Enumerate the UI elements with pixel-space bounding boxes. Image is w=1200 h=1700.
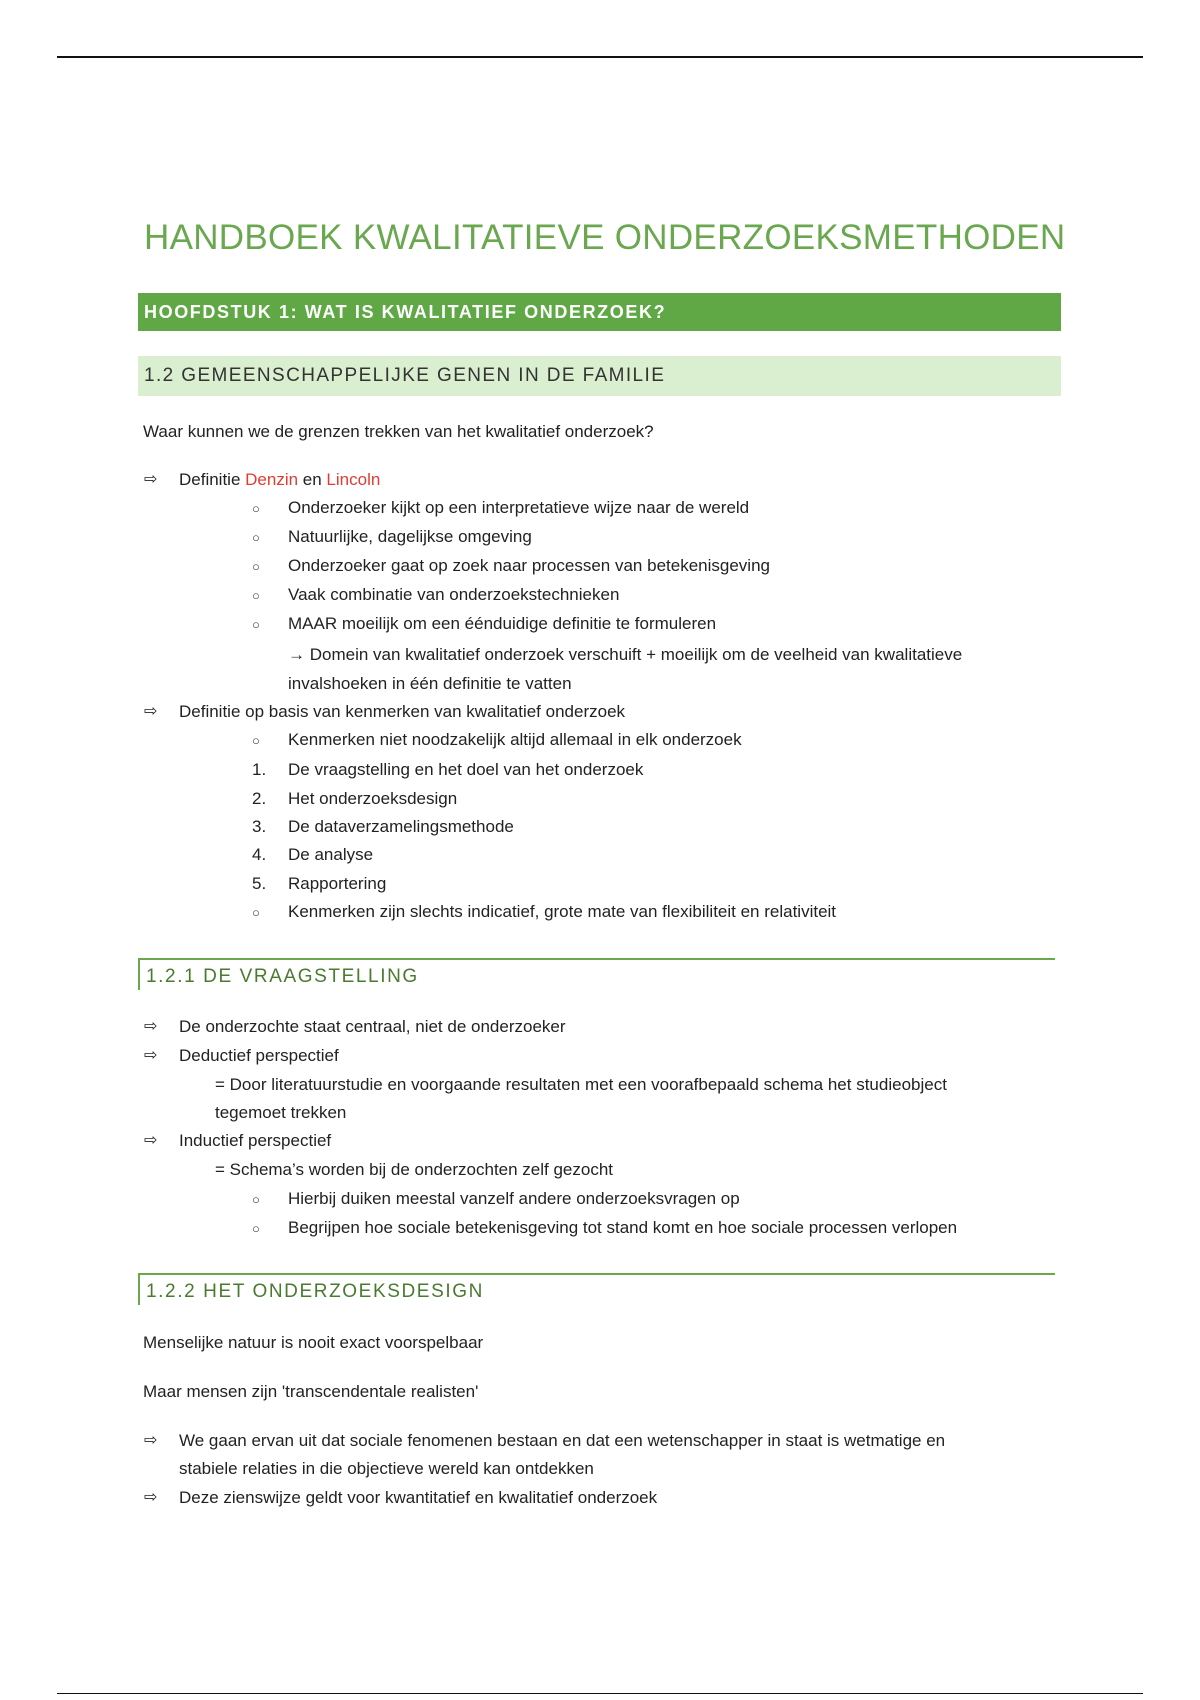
arrow-bullet-icon: ⇨ [144,1018,158,1035]
numbered-item: De vraagstelling en het doel van het onderzoek [288,760,644,779]
section-heading: 1.2 GEMEENSCHAPPELIJKE GENEN IN DE FAMILIE [138,356,1061,396]
circle-bullet-icon: ○ [252,1221,260,1236]
numbered-item: De analyse [288,845,374,864]
list-item: Kenmerken zijn slechts indicatief, grote mate van flexibiliteit en relativiteit [288,902,837,921]
list-item: Kenmerken niet noodzakelijk altijd allemaal in elk onderzoek [288,730,742,749]
list-number: 3. [252,817,267,836]
list-item: Natuurlijke, dagelijkse omgeving [288,527,532,546]
circle-bullet-icon: ○ [252,530,260,545]
circle-bullet-icon: ○ [252,617,260,632]
circle-bullet-icon: ○ [252,733,260,748]
definition-line: = Schema’s worden bij de onderzochten zelf gezocht [215,1160,614,1179]
definition-denzin-lincoln [179,470,380,490]
chapter-heading: HOOFDSTUK 1: WAT IS KWALITATIEF ONDERZOEK? [138,293,1061,331]
definition-line: tegemoet trekken [215,1103,347,1122]
definition-connector: en [298,470,327,489]
numbered-item: Rapportering [288,874,387,893]
author-lincoln: Lincoln [326,470,381,489]
list-item: Vaak combinatie van onderzoekstechnieken [288,585,620,604]
document-title: HANDBOEK KWALITATIEVE ONDERZOEKSMETHODEN [144,218,1066,257]
paragraph: Menselijke natuur is nooit exact voorspelbaar [143,1333,484,1352]
list-item-continuation: stabiele relaties in die objectieve wereld kan ontdekken [179,1459,594,1478]
subsection-heading-onderzoeksdesign: 1.2.2 HET ONDERZOEKSDESIGN [138,1273,1055,1305]
circle-bullet-icon: ○ [252,588,260,603]
numbered-item: De dataverzamelingsmethode [288,817,514,836]
list-item: Deductief perspectief [179,1046,339,1065]
header-rule [57,56,1143,58]
list-item: De onderzochte staat centraal, niet de onderzoeker [179,1017,566,1036]
intro-question: Waar kunnen we de grenzen trekken van het kwalitatief onderzoek? [143,422,654,441]
arrow-bullet-icon: ⇨ [144,703,158,720]
list-item: Begrijpen hoe sociale betekenisgeving tot stand komt en hoe sociale processen verlopen [288,1218,958,1237]
list-item: We gaan ervan uit dat sociale fenomenen bestaan en dat een wetenschapper in staat is wetmatige en [179,1431,946,1450]
circle-bullet-icon: ○ [252,1192,260,1207]
numbered-item: Het onderzoeksdesign [288,789,458,808]
circle-bullet-icon: ○ [252,905,260,920]
note-line: → Domein van kwalitatief onderzoek verschuift + moeilijk om de veelheid van kwalitatieve [288,645,963,664]
author-denzin: Denzin [245,470,299,489]
list-item: Inductief perspectief [179,1131,332,1150]
definition-characteristics: Definitie op basis van kenmerken van kwalitatief onderzoek [179,702,626,721]
subsection-heading-vraagstelling: 1.2.1 DE VRAAGSTELLING [138,958,1055,990]
circle-bullet-icon: ○ [252,501,260,516]
list-item: Hierbij duiken meestal vanzelf andere onderzoeksvragen op [288,1189,740,1208]
definition-prefix: Definitie [179,470,246,489]
list-item: MAAR moeilijk om een éénduidige definitie te formuleren [288,614,717,633]
footer-rule [57,1693,1143,1694]
note-line: invalshoeken in één definitie te vatten [288,674,572,693]
paragraph: Maar mensen zijn 'transcendentale realisten' [143,1382,479,1401]
list-item: Onderzoeker gaat op zoek naar processen van betekenisgeving [288,556,770,575]
arrow-bullet-icon: ⇨ [144,1432,158,1449]
list-number: 5. [252,874,267,893]
arrow-bullet-icon: ⇨ [144,1132,158,1149]
arrow-bullet-icon: ⇨ [144,1047,158,1064]
list-number: 1. [252,760,267,779]
arrow-bullet-icon: ⇨ [144,471,158,488]
list-item: Deze zienswijze geldt voor kwantitatief en kwalitatief onderzoek [179,1488,658,1507]
list-number: 4. [252,845,267,864]
circle-bullet-icon: ○ [252,559,260,574]
list-item: Onderzoeker kijkt op een interpretatieve wijze naar de wereld [288,498,750,517]
arrow-bullet-icon: ⇨ [144,1489,158,1506]
list-number: 2. [252,789,267,808]
definition-line: = Door literatuurstudie en voorgaande resultaten met een voorafbepaald schema het studieobject [215,1075,947,1094]
